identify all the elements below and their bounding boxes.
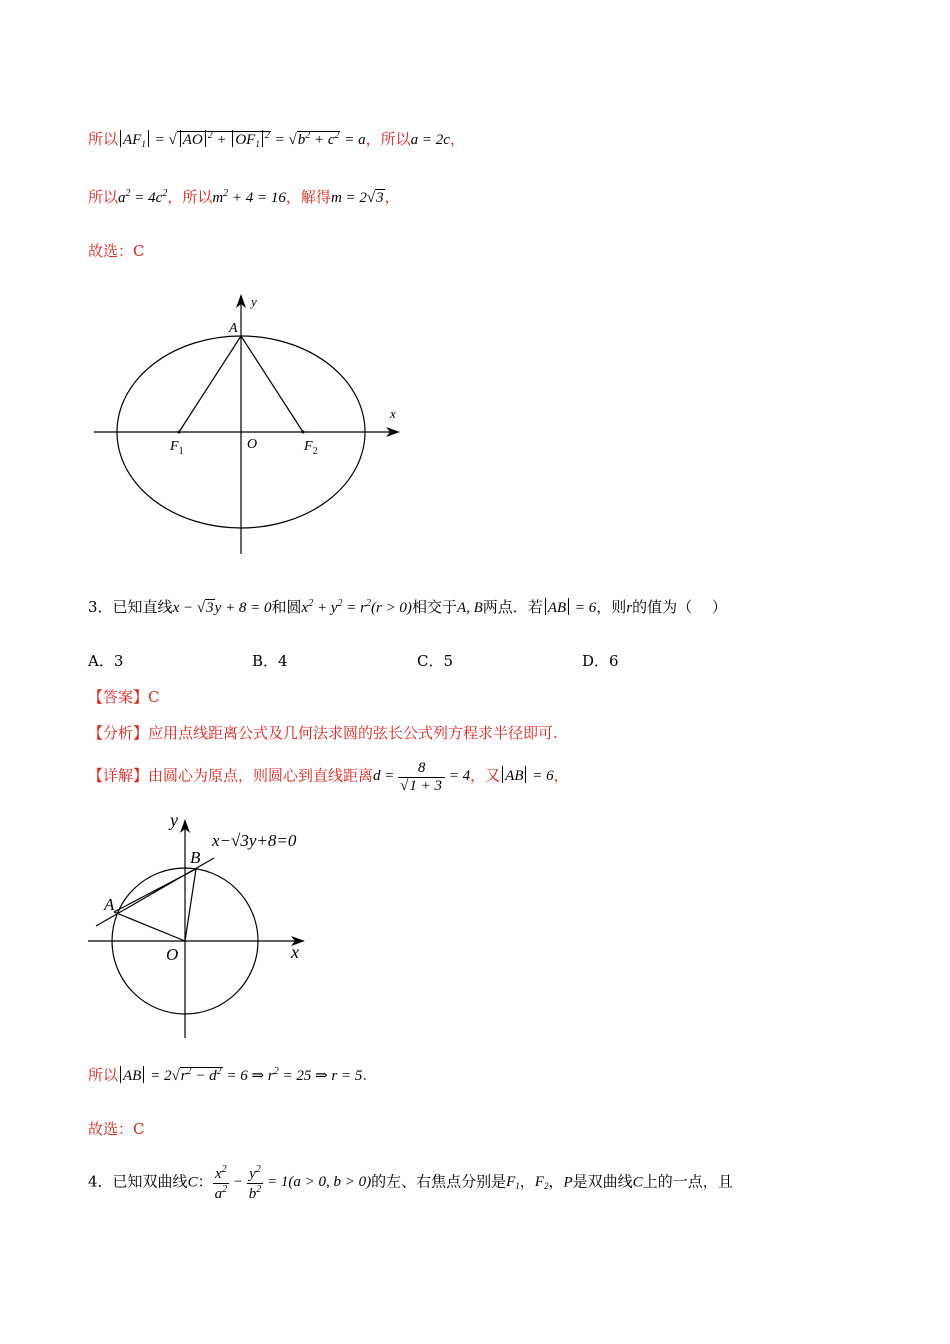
- q4-text4: ，: [519, 1172, 535, 1191]
- solution-line-af1: [88, 128, 465, 149]
- text-comma-3: ，: [384, 188, 400, 206]
- segment-af1: [179, 336, 241, 432]
- option-a[interactable]: A．3: [88, 652, 124, 670]
- figure-circle: [88, 806, 328, 1042]
- q3-text3: 相交于: [411, 598, 457, 616]
- formula-conclusion: AB = $2√r^2 - d^2 = 6$ ⇒ $r^2 = 25$ ⇒ r = 5: [118, 1068, 362, 1084]
- detail-text1: 由圆心为原点，则圆心到直线距离: [148, 766, 374, 785]
- analysis-tag: 【分析】: [88, 724, 149, 742]
- segment-oa: [114, 912, 185, 941]
- answer-line-1: 故选：C: [88, 242, 145, 260]
- label-o: O: [247, 437, 258, 452]
- formula-c-2: C: [632, 1174, 643, 1191]
- formula-f1: $F_1$: [506, 1174, 520, 1192]
- figure-ellipse: [88, 290, 408, 560]
- text-comma: ，: [365, 130, 381, 148]
- detail-text2: ，又: [470, 766, 501, 785]
- q4-text7: 上的一点，且: [642, 1172, 733, 1191]
- formula-ab-6: AB = 6: [500, 768, 553, 784]
- formula-f2: $F_2$: [534, 1174, 549, 1192]
- chord-line: [96, 858, 214, 926]
- answer-tag: 【答案】: [88, 688, 149, 706]
- label-x-2: x: [291, 942, 299, 962]
- label-x: x: [390, 406, 396, 421]
- text-so: 所以: [88, 130, 119, 148]
- label-f2: $F_2$: [304, 439, 318, 457]
- text-so-4: ，所以: [167, 188, 213, 206]
- conclusion-prefix: 所以: [88, 1066, 119, 1084]
- label-f1: $F_1$: [170, 439, 184, 457]
- label-a: A: [229, 321, 238, 336]
- option-b[interactable]: B．4: [252, 652, 288, 670]
- q3-text4: 两点．若: [482, 598, 543, 616]
- label-o-2: O: [166, 945, 179, 964]
- text-solve: ，解得: [285, 188, 331, 206]
- q4-text6: 是双曲线: [572, 1172, 633, 1191]
- question-3: [88, 596, 727, 617]
- answer-value: C: [148, 688, 160, 706]
- formula-m2: $m^2 + 4 = 16$: [212, 188, 286, 206]
- solution-line-m: [88, 186, 400, 207]
- analysis-text: 应用点线距离公式及几何法求圆的弦长公式列方程求半径即可.: [148, 724, 558, 742]
- segment-af2: [241, 336, 303, 432]
- text-so-3: 所以: [88, 188, 119, 206]
- formula-c: C: [187, 1174, 198, 1191]
- conclusion-end: .: [362, 1066, 368, 1084]
- formula-circle: $x^2 + y^2 = r^2(r > 0)$: [301, 598, 412, 616]
- label-a-2: A: [104, 895, 115, 914]
- segment-ob: [185, 869, 196, 941]
- formula-ab: A, B: [456, 600, 483, 616]
- q3-number: 3．: [88, 598, 113, 616]
- q4-text1: 已知双曲线: [112, 1172, 188, 1191]
- formula-ab-length: AB = 6: [543, 600, 596, 616]
- formula-d: d = $\frac{8}{√1 + 3}$ = 4: [373, 760, 471, 794]
- formula-line: x − √3y + 8 = 0: [172, 600, 272, 616]
- formula-af1: $AF_1$ = √ AO $^2 + OF_1^2 = √b^2 + c^2 = a$: [118, 132, 366, 148]
- detail-text3: ，: [553, 766, 569, 785]
- q3-answer: [88, 686, 160, 707]
- text-so-2: 所以: [380, 130, 411, 148]
- q4-text3: 的左、右焦点分别是: [371, 1172, 507, 1191]
- q3-text5: ，则: [596, 598, 627, 616]
- q4-number: 4．: [88, 1172, 113, 1191]
- q4-text5: ，: [548, 1172, 564, 1191]
- q3-conclusion: [88, 1064, 367, 1085]
- question-4: [88, 1164, 733, 1202]
- formula-a-2c: a = 2c: [410, 132, 450, 148]
- q3-detail: [88, 760, 569, 794]
- formula-r: r: [626, 600, 633, 616]
- q4-text2: ：: [197, 1172, 213, 1191]
- q3-analysis: [88, 722, 558, 743]
- option-d[interactable]: D．6: [582, 652, 619, 670]
- q3-text1: 已知直线: [112, 598, 173, 616]
- label-b: B: [190, 848, 201, 867]
- formula-a2: $a^2 = 4c^2$: [118, 188, 168, 206]
- point-f1-dot: [178, 431, 181, 434]
- answer-line-2: 故选：C: [88, 1120, 145, 1138]
- text-comma-2: ，: [449, 130, 465, 148]
- formula-p: P: [563, 1174, 573, 1191]
- label-y-2: y: [170, 810, 178, 830]
- label-line-eq: x−√3y+8=0: [212, 831, 297, 850]
- detail-tag: 【详解】: [88, 766, 149, 785]
- segment-ab: [114, 869, 196, 912]
- point-f2-dot: [302, 431, 305, 434]
- formula-hyperbola: $\frac{x^2}{a^2}$ − $\frac{y^2}{b^2}$ = 1(a > 0, b > 0): [214, 1164, 372, 1202]
- q3-text2: 和圆: [271, 598, 302, 616]
- formula-m: m = 2√3: [330, 190, 384, 206]
- option-c[interactable]: C．5: [417, 652, 454, 670]
- label-y: y: [251, 294, 257, 309]
- q3-text6: 的值为（ ）: [632, 598, 727, 616]
